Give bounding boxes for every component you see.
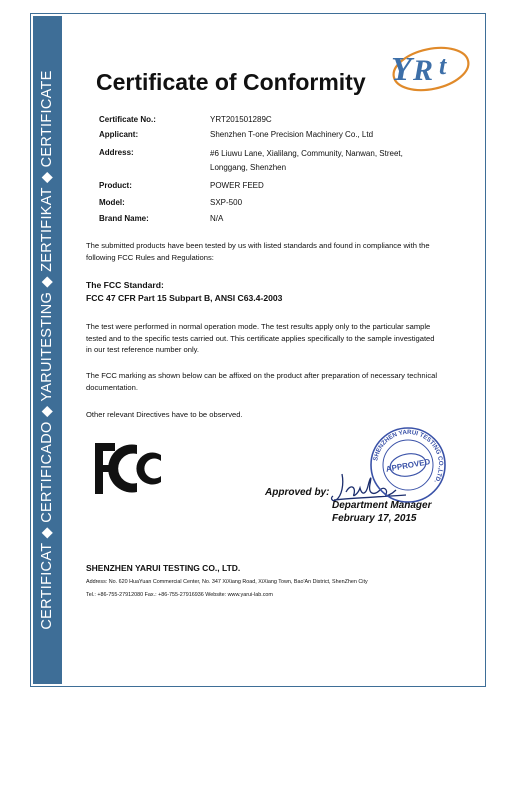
page-title: Certificate of Conformity — [96, 69, 366, 95]
intro-paragraph: The submitted products have been tested by us with listed standards and found in compliance with the following FCC Rules and Regulations: — [86, 241, 430, 262]
stamp-center-text: APPROVED — [385, 457, 431, 474]
product-value: POWER FEED — [210, 181, 264, 190]
approved-stamp — [368, 425, 448, 505]
brand-label: Brand Name: — [99, 214, 149, 223]
test-note-paragraph: The test were performed in normal operation mode. The test results apply only to the particular sample tested and to the specific tests carried out. This certificate applies specifically to the sample investigated in our test reference number only. — [86, 322, 435, 354]
signature-date: February 17, 2015 — [332, 513, 417, 524]
directives-note-paragraph: Other relevant Directives have to be observed. — [86, 410, 243, 419]
marking-note-paragraph: The FCC marking as shown below can be affixed on the product after preparation of necessary technical documentation. — [86, 371, 438, 392]
model-label: Model: — [99, 198, 125, 207]
signatory-block — [332, 499, 431, 525]
signatory-title: Department Manager — [332, 500, 432, 511]
yrt-logo — [381, 38, 473, 100]
svg-text:R: R — [413, 54, 434, 87]
product-label: Product: — [99, 181, 132, 190]
model-value: SXP-500 — [210, 198, 243, 207]
fcc-logo — [93, 441, 165, 496]
footer-company: SHENZHEN YARUI TESTING CO., LTD. — [86, 563, 241, 573]
footer-address: Address: No. 620 HuaYuan Commercial Center, No. 347 XiXiang Road, XiXiang Town, Bao'An District, ShenZhen City — [86, 579, 368, 585]
footer-contact: Tel.: +86-755-27912080 Fax.: +86-755-27916936 Website: www.yarui-lab.com — [86, 592, 273, 598]
sidebar-text: CERTIFICAT ◆ CERTIFICADO ◆ YARUITESTING ◆ ZERTIFIKAT ◆ CERTIFICATE — [39, 70, 55, 630]
brand-value: N/A — [210, 214, 224, 223]
svg-text:t: t — [439, 51, 447, 80]
standard-heading: The FCC Standard: — [86, 280, 164, 290]
svg-text:Y: Y — [391, 51, 412, 88]
address-value: #6 Liuwu Lane, Xialilang, Community, Nanwan, Street, Longgang, Shenzhen — [210, 149, 403, 172]
address-label: Address: — [99, 148, 134, 157]
certificate-no-label: Certificate No.: — [99, 115, 156, 124]
certificate-no-value: YRT201501289C — [210, 115, 272, 124]
applicant-value: Shenzhen T-one Precision Machinery Co., Ltd — [210, 130, 374, 139]
stamp-ring-text: SHENZHEN YARUI TESTING CO.,LTD. — [372, 428, 445, 485]
standard-value: FCC 47 CFR Part 15 Subpart B, ANSI C63.4-2003 — [86, 293, 283, 303]
approved-by-label: Approved by: — [265, 487, 330, 498]
applicant-label: Applicant: — [99, 130, 139, 139]
